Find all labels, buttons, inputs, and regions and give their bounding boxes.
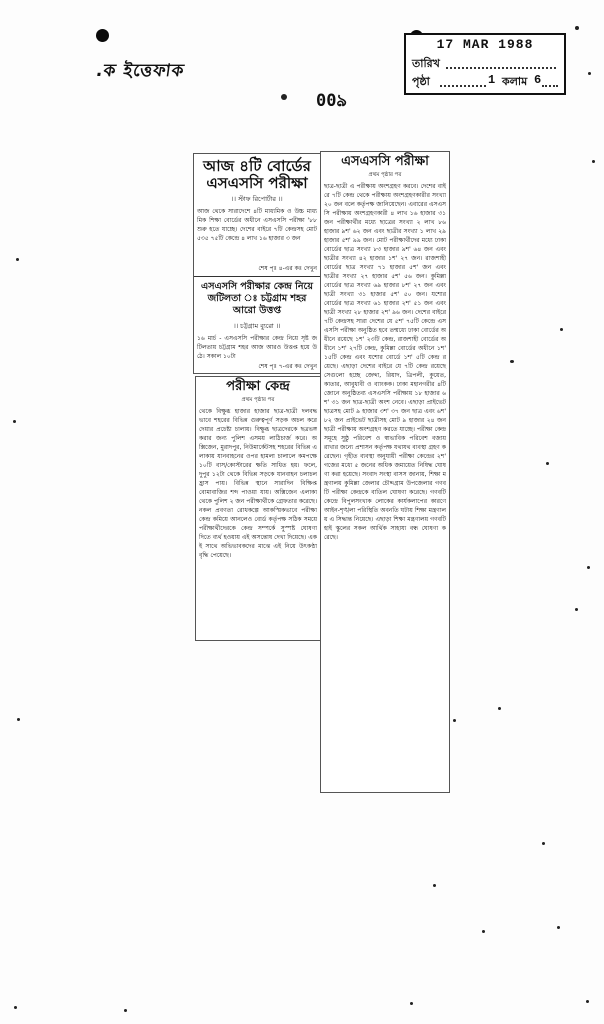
speck [410, 1002, 413, 1005]
speck [546, 462, 549, 465]
date-stamp [404, 33, 566, 95]
headline-line-1: আজ ৪টি বোর্ডের [203, 157, 311, 175]
speck [13, 420, 16, 423]
article-body: ১৬ মার্চ - এসএসসি পরীক্ষার কেন্দ্র নিয়ে সৃষ্ট জটিলতায় চট্টগ্রাম শহর আজ আরও উত্তপ্ত হয়ে উঠে। সকাল ১০টা [197, 334, 317, 360]
speck [510, 360, 514, 363]
stamp-column-line [542, 85, 558, 87]
speck [17, 718, 20, 721]
stamp-column-value: 6 [534, 73, 542, 87]
speck [587, 566, 590, 569]
speck [124, 1009, 127, 1012]
stamp-column-label: কলাম [502, 75, 528, 88]
stamp-page-value: 1 [488, 73, 496, 87]
article-kicker: প্রথম পৃষ্ঠার পর [241, 396, 275, 403]
stamp-date: 17 MAR 1988 [436, 37, 534, 52]
speck [575, 26, 579, 30]
article-headline: পরীক্ষা কেন্দ্র [226, 379, 290, 394]
speck [16, 258, 19, 261]
speck [557, 926, 560, 929]
stamp-date-line [446, 67, 556, 69]
speck [433, 884, 436, 887]
article-byline: ।। স্টাফ রিপোর্টার ।। [231, 194, 283, 203]
page-number: 00ঌ [316, 91, 347, 111]
headline-line-2: এসএসসি পরীক্ষা [206, 173, 308, 192]
speck [453, 719, 456, 722]
article-continued: শেষ পৃঃ ৭-এর কঃ দেখুন [258, 362, 317, 370]
article-body: আজ থেকে সারাদেশে ৪টি মাধ্যমিক ও উচ্চ মাধ্যমিক শিক্ষা বোর্ডের অধীনে এসএসসি পরীক্ষা '৮৮ শুরু হতে যাচ্ছে। দেশের বাইরে ৭টি কেন্দ্রসহ মোট ৫৩৫ ৭৫টি কেন্দ্রে ৪ লাখ ১৬ হাজার ৩ জন [197, 207, 317, 242]
speck [575, 608, 578, 611]
article-headline-ssc-exam [193, 153, 321, 374]
article-headline [194, 154, 320, 192]
stamp-page-line [440, 85, 486, 87]
speck [482, 930, 485, 933]
stamp-date-label: তারিখ [412, 57, 440, 70]
speck [560, 328, 563, 331]
article-kicker: প্রথম পৃষ্ঠার পর [368, 171, 402, 178]
speck [592, 160, 595, 163]
article-body: ছাত্র-ছাত্রী এ পরীক্ষায় অংশগ্রহণ করবে। দেশের বাইরে ৭টি কেন্দ্র থেকে পরীক্ষায় অংশগ্রহণকারীর সংখ্যা ২০ জন বলে কর্তৃপক্ষ জানিয়েছেন। এবারের এসএসসি পরীক্ষায় অংশগ্রহণকারী ৪ লাখ ১৬ হাজার ৩১ জন পরীক্ষার্থীর মধ্যে ছাত্রের সংখ্যা ২ লাখ ৮৬ হাজার ৯শ' ৬২ জন এবং ছাত্রীর সংখ্যা ১ লাখ ২৯ হাজার ৫শ' ৯৯ জন। মোট পরীক্ষার্থীদের মধ্যে ঢাকা বোর্ডের ছাত্র সংখ্যা ৮৩ হাজার ৯শ' ৬৪ জন এবং ছাত্রীর সংখ্যা ৪২ হাজার ১শ' ২৭ জন। রাজশাহী বোর্ডের ছাত্র সংখ্যা ৭১ হাজার ৫শ' জন এবং ছাত্রীর সংখ্যা ২৭ হাজার ৫শ' ৫৬ জন। কুমিল্লা বোর্ডের ছাত্র সংখ্যা ৬৯ হাজার ৮শ' ২৭ জন এবং ছাত্রী সংখ্যা ৩১ হাজার ৫শ' ৫০ জন। যশোর বোর্ডের ছাত্র সংখ্যা ৬১ হাজার ২শ' ৫১ জন এবং ছাত্রী সংখ্যা ২৮ হাজার ২শ' ৯৬ জন। দেশের বাইরে ৭টি কেন্দ্রসহ সারা দেশের যে ৫শ' ৭৫টি কেন্দ্রে এসএসসি পরীক্ষা অনুষ্ঠিত হবে তন্মধ্যে ঢাকা বোর্ডের অধীনে রয়েছে ১শ' ২৩টি কেন্দ্র, রাজশাহী বোর্ডের অধীনে ১শ' ২৭টি কেন্দ্র, কুমিল্লা বোর্ডের অধীনে ১শ' ১৫টি কেন্দ্র এবং যশোর বোর্ডে ১শ' ৫টি কেন্দ্র রয়েছে। এছাড়া দেশের বাইরে যে ৭টি কেন্দ্র রয়েছে সেগুলো হচ্ছে জেদ্দা, রিয়াদ, ত্রিপলী, কুয়েত, কাতার, আবুধাবী ও ব্যাংকক। ঢাকা মহানগরীর ৪টি জোনে অনুষ্ঠিতব্য এসএসসি পরীক্ষায় ১৮ হাজার ৬শ' ৩১ জন ছাত্র-ছাত্রী অংশ নেবে। এছাড়া প্রাইভেট ছাত্রসহ মোট ৯ হাজার ৩শ' ৩৭ জন ছাত্র এবং ৬শ' ৮২ জন প্রাইভেট ছাত্রীসহ মোট ৯ হাজার ২৪ জন ছাত্রী পরীক্ষায় অংশগ্রহণ করতে যাচ্ছে। পরীক্ষা কেন্দ্রসমূহে সুষ্ঠু পরিবেশ ও স্বাভাবিক পরিবেশ বজায় রাখার জন্যে প্রশাসন কর্তৃপক্ষ যথাযথ ব্যবস্থা গ্রহণ করেছেন। গৃহীত ব্যবস্থা অনুযায়ী পরীক্ষা কেন্দ্রের ২শ' গজের মধ্যে ৫ জনের অধিক জমায়েত নিষিদ্ধ ঘোষণা করা হয়েছে। সংবাদ সংস্থা বাসস জানায়, শিক্ষা মন্ত্রণালয় কুমিল্লা জেলার চৌদ্দগ্রাম উপজেলার গণবটি পরীক্ষা কেন্দ্রকে বাতিল ঘোষণা করেছে। গণবটি কেন্দ্রে বিপুলসংখ্যক লোকের কার্যকলাপের কারণে আইন-শৃঙ্খলা পরিস্থিতি অবনতি ঘটায় শিক্ষা মন্ত্রণালয় এ সিদ্ধান্ত নিয়েছে। এছাড়া শিক্ষা মন্ত্রণালয় গণবটি হাই স্কুলের সকল আর্থিক সাহায্য বন্ধ ঘোষণা করেছে। [324, 182, 446, 541]
newspaper-masthead: .ক ইত্তেফাক [94, 61, 186, 81]
punch-hole-left [96, 29, 109, 42]
speck [14, 1006, 17, 1009]
divider [194, 276, 320, 277]
article-body: থেকে বিক্ষুব্ধ হাজার হাজার ছাত্র-ছাত্রী দলবদ্ধভাবে শহরের বিভিন্ন গুরুত্বপূর্ণ সড়ক অচল করে দেয়ার প্রচেষ্টা চালায়। বিক্ষুব্ধ ছাত্রদেরকে ছত্রভঙ্গ করার জন্য পুলিশ এসময় লাঠিচার্জ করে। অক্সিজেন, মুরাদপুর, নিউমার্কেটসহ শহরের বিভিন্ন এলাকায় যানবাহনের ওপর হামলা চালালে কমপক্ষে ১০টি বাস/কোস্টারের ক্ষতি সাধিত হয়। ফলে, দুপুর ১২টা থেকে বিভিন্ন সড়কে যানবাহন চলাচল হ্রাস পায়। বিভিন্ন স্থানে সারাদিন বিক্ষিপ্ত বোমাবাজির শব্দ পাওয়া যায়। অক্সিজেন এলাকা থেকে পুলিশ ২ জন পরীক্ষার্থীকে গ্রেফতার করেছে। নকল প্রবণতা রোধকল্পে আকস্মিকভাবে পরীক্ষা কেন্দ্র কমিয়ে আনলেও বোর্ড কর্তৃপক্ষ সঠিক সময়ে পরীক্ষার্থীদেরকে কেন্দ্র সম্পর্কে সুস্পষ্ট ঘোষণা দিতে ব্যর্থ হওয়ায় এই অসন্তোষ দেখা দিয়েছে। একই সাথে অভিভাবকদের মাঝে এই নিয়ে উৎকণ্ঠা বৃদ্ধি পেয়েছে। [199, 407, 317, 559]
article-byline: ।। চট্টগ্রাম ব্যুরো ।। [233, 321, 281, 330]
article-headline: এসএসসি পরীক্ষা [341, 154, 429, 169]
stamp-page-label: পৃষ্ঠা [412, 75, 430, 88]
article-headline-chittagong: এসএসসি পরীক্ষার কেন্দ্র নিয়ে জটিলতা ঃ চট্টগ্রাম শহর আরো উত্তপ্ত [201, 280, 313, 316]
speck [586, 1000, 589, 1003]
speck [542, 842, 545, 845]
article-ssc-continued [320, 151, 450, 793]
speck [588, 72, 591, 75]
article-exam-centre [195, 376, 321, 641]
article-continued: শেষ পৃঃ ৪-এর কঃ দেখুন [258, 264, 317, 272]
speck [281, 94, 287, 100]
speck [498, 707, 501, 710]
